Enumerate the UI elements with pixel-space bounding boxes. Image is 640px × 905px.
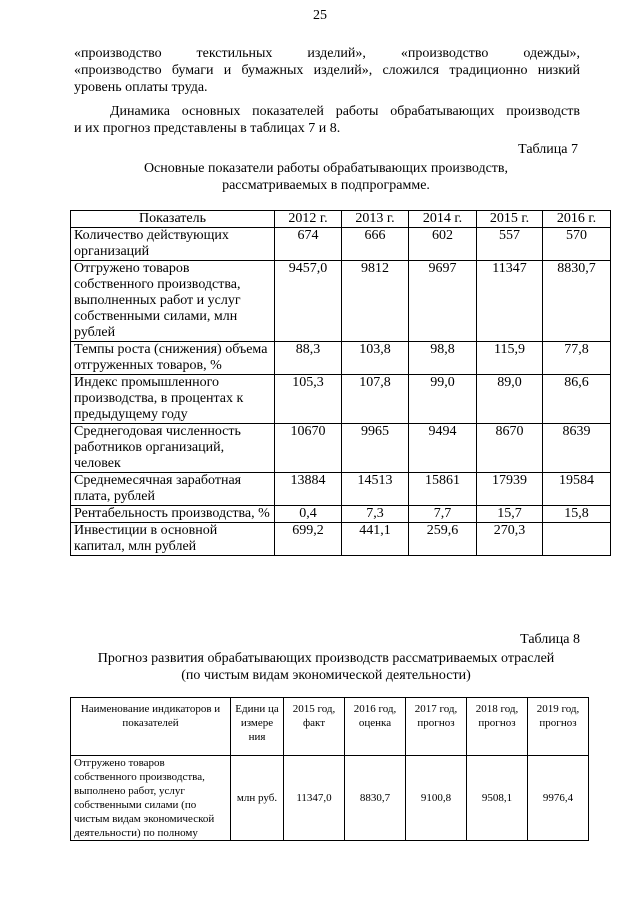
table7 (70, 210, 611, 556)
cell-value: 11347 (477, 261, 543, 342)
cell-value: 11347,0 (284, 756, 345, 841)
table-row (71, 228, 611, 261)
cell-value: 15861 (409, 473, 477, 506)
table7-header-2015: 2015 г. (477, 211, 543, 228)
table7-header-2012: 2012 г. (275, 211, 342, 228)
cell-value: 9100,8 (406, 756, 467, 841)
table8-header-2015: 2015 год, факт (284, 698, 345, 756)
cell-value: 15,7 (477, 506, 543, 523)
cell-value: 699,2 (275, 523, 342, 556)
cell-value: 8670 (477, 424, 543, 473)
cell-value: 9965 (342, 424, 409, 473)
intro-line-2: «производство бумаги и бумажных изделий», сложился традиционно низкий (74, 63, 580, 78)
row-name: Среднемесячная заработная плата, рублей (71, 473, 275, 506)
row-name: Индекс промышленного производства, в процентах к предыдущему году (71, 375, 275, 424)
cell-value (543, 523, 611, 556)
cell-value: 88,3 (275, 342, 342, 375)
row-name: Количество действующих организаций (71, 228, 275, 261)
cell-value: 9976,4 (528, 756, 589, 841)
table8-header-2018: 2018 год, прогноз (467, 698, 528, 756)
table8-title-line-2: (по чистым видам экономической деятельности) (181, 668, 471, 683)
table7-header-2013: 2013 г. (342, 211, 409, 228)
table7-header-row (71, 211, 611, 228)
cell-value: 19584 (543, 473, 611, 506)
cell-value: 8639 (543, 424, 611, 473)
cell-value: 674 (275, 228, 342, 261)
table8-title-line-1: Прогноз развития обрабатывающих производств рассматриваемых отраслей (97, 651, 555, 666)
table-row (71, 756, 589, 841)
cell-value: 9457,0 (275, 261, 342, 342)
cell-value: 9508,1 (467, 756, 528, 841)
intro-line-4: Динамика основных показателей работы обрабатывающих производств (110, 104, 580, 119)
page-number: 25 (313, 8, 327, 23)
table8-header-2016: 2016 год, оценка (345, 698, 406, 756)
cell-value: 15,8 (543, 506, 611, 523)
cell-value: 86,6 (543, 375, 611, 424)
cell-value: 602 (409, 228, 477, 261)
table-row (71, 342, 611, 375)
cell-value: 8830,7 (345, 756, 406, 841)
table8-header-unit: Едини ца измере ния (231, 698, 284, 756)
row-name: Темпы роста (снижения) объема отгруженных товаров, % (71, 342, 275, 375)
cell-value: 570 (543, 228, 611, 261)
table8-header-row (71, 698, 589, 756)
table-row (71, 261, 611, 342)
cell-value: 13884 (275, 473, 342, 506)
table8-header-2017: 2017 год, прогноз (406, 698, 467, 756)
cell-value: 17939 (477, 473, 543, 506)
table-row (71, 523, 611, 556)
cell-value: 103,8 (342, 342, 409, 375)
cell-value: 8830,7 (543, 261, 611, 342)
table7-header-2016: 2016 г. (543, 211, 611, 228)
row-unit: млн руб. (231, 756, 284, 841)
cell-value: 77,8 (543, 342, 611, 375)
table-row (71, 424, 611, 473)
cell-value: 99,0 (409, 375, 477, 424)
cell-value: 259,6 (409, 523, 477, 556)
cell-value: 7,3 (342, 506, 409, 523)
cell-value: 9494 (409, 424, 477, 473)
cell-value: 98,8 (409, 342, 477, 375)
cell-value: 270,3 (477, 523, 543, 556)
table8-label: Таблица 8 (520, 632, 580, 647)
cell-value: 666 (342, 228, 409, 261)
table8-header-indicator: Наименование индикаторов и показателей (71, 698, 231, 756)
table7-title-line-2: рассматриваемых в подпрограмме. (222, 178, 430, 193)
table7-header-indicator: Показатель (71, 211, 275, 228)
table-row (71, 375, 611, 424)
intro-line-3: уровень оплаты труда. (74, 80, 208, 95)
row-name: Среднегодовая численность работников организаций, человек (71, 424, 275, 473)
row-name: Отгружено товаров собственного производства, выполненных работ и услуг собственными силами, млн рублей (71, 261, 275, 342)
cell-value: 105,3 (275, 375, 342, 424)
intro-line-5: и их прогноз представлены в таблицах 7 и 8. (74, 121, 341, 136)
table8 (70, 697, 589, 841)
row-name: Рентабельность производства, % (71, 506, 275, 523)
cell-value: 0,4 (275, 506, 342, 523)
table-row (71, 506, 611, 523)
table7-label: Таблица 7 (518, 142, 578, 157)
cell-value: 14513 (342, 473, 409, 506)
cell-value: 10670 (275, 424, 342, 473)
cell-value: 89,0 (477, 375, 543, 424)
cell-value: 441,1 (342, 523, 409, 556)
cell-value: 9697 (409, 261, 477, 342)
cell-value: 115,9 (477, 342, 543, 375)
intro-line-1: «производство текстильных изделий», «производство одежды», (74, 46, 580, 61)
cell-value: 107,8 (342, 375, 409, 424)
row-name: Инвестиции в основной капитал, млн рублей (71, 523, 275, 556)
table7-header-2014: 2014 г. (409, 211, 477, 228)
cell-value: 9812 (342, 261, 409, 342)
table7-title-line-1: Основные показатели работы обрабатывающих производств, (143, 161, 509, 176)
table8-header-2019: 2019 год, прогноз (528, 698, 589, 756)
cell-value: 7,7 (409, 506, 477, 523)
row-name: Отгружено товаров собственного производства, выполнено работ, услуг собственными силами (по чистым видам экономической деятельности) по полному (71, 756, 231, 841)
table-row (71, 473, 611, 506)
cell-value: 557 (477, 228, 543, 261)
